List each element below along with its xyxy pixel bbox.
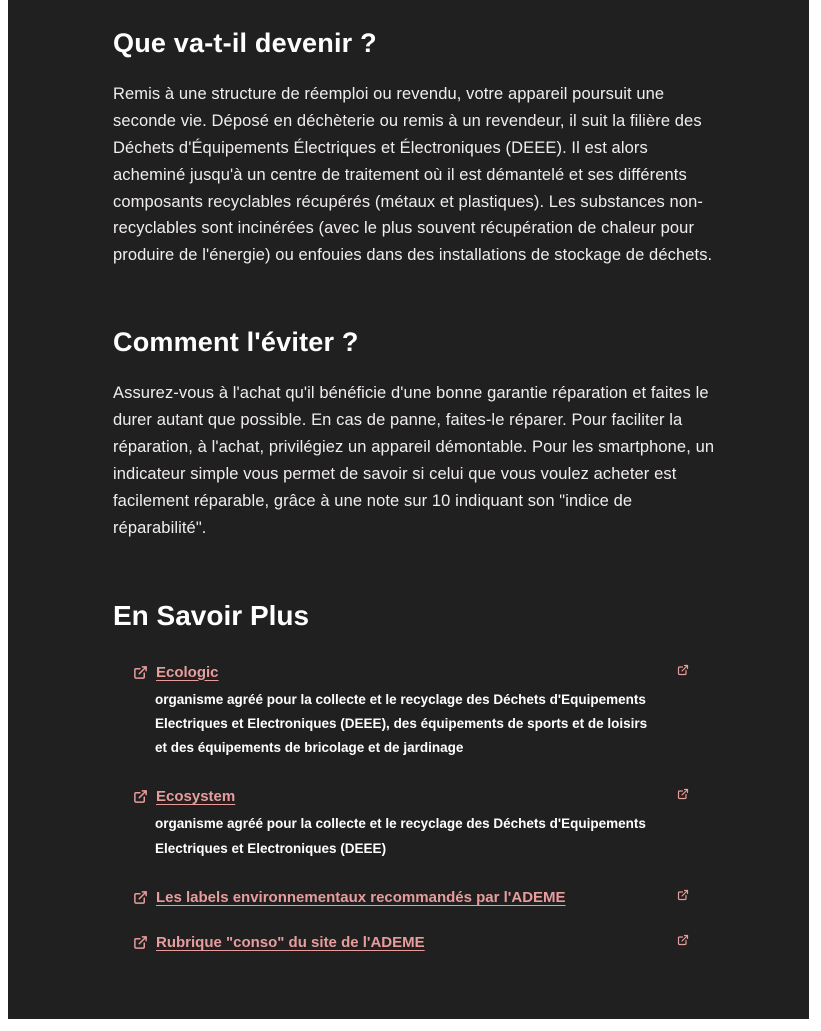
article-content	[113, 28, 715, 951]
external-link-icon	[133, 789, 148, 804]
external-link-icon	[677, 788, 689, 800]
external-link-icon	[677, 889, 689, 901]
external-link-icon	[133, 665, 148, 680]
external-link-icon	[677, 664, 689, 676]
link-row	[113, 788, 715, 805]
section-body-eviter: Assurez-vous à l'achat qu'il bénéficie d'une bonne garantie réparation et faites le durer autant que possible. En cas de panne, faites-le réparer. Pour faciliter la réparation, à l'achat, privilégiez un appareil démontable. Pour les smartphone, un indicateur simple vous permet de savoir si celui que vous voulez acheter est facilement réparable, grâce à une note sur 10 indiquant son "indice de réparabilité".	[113, 384, 715, 537]
article-page	[8, 0, 809, 1019]
external-link-icon	[133, 890, 148, 905]
section-title-eviter: Comment l'éviter ?	[113, 327, 359, 358]
link-description: organisme agréé pour la collecte et le recyclage des Déchets d'Equipements Electriques et Electroniques (DEEE), des équipements de sports et de loisirs et des équipements de bricolage et de jardinage	[155, 691, 648, 756]
external-link-icon	[677, 934, 689, 946]
link-row	[113, 664, 715, 681]
list-item	[113, 664, 715, 761]
link-left	[133, 664, 219, 681]
section-body-devenir: Remis à une structure de réemploi ou revendu, votre appareil poursuit une seconde vie. Déposé en déchèterie ou remis à un revendeur, il suit la filière des Déchets d'Équipements Électriques et Électroniques (DEEE). Il est alors acheminé jusqu'à un centre de traitement où il est démantelé et ses différents composants recyclables récupérés (métaux et plastiques). Les substances non-recyclables sont incinérées (avec le plus souvent récupération de chaleur pour produire de l'énergie) ou enfouies dans des installations de stockage de déchets.	[113, 85, 713, 265]
link-description: organisme agréé pour la collecte et le recyclage des Déchets d'Equipements Electriques et Electroniques (DEEE)	[155, 816, 646, 856]
link-left	[133, 934, 425, 951]
link-left	[133, 788, 235, 805]
link-ecosystem[interactable]: Ecosystem	[156, 788, 236, 806]
list-item	[113, 934, 715, 951]
more-section-title: En Savoir Plus	[113, 599, 310, 631]
section-title-devenir: Que va-t-il devenir ?	[113, 28, 377, 58]
link-labels-ademe[interactable]: Les labels environnementaux recommandés par l'ADEME	[156, 889, 566, 907]
list-item	[113, 788, 715, 861]
link-left	[133, 889, 566, 906]
external-link-icon	[133, 935, 148, 950]
link-row	[113, 889, 715, 906]
link-ecologic[interactable]: Ecologic	[156, 663, 219, 681]
link-rubrique-conso[interactable]: Rubrique "conso" du site de l'ADEME	[156, 934, 425, 952]
list-item	[113, 889, 715, 906]
link-row	[113, 934, 715, 951]
